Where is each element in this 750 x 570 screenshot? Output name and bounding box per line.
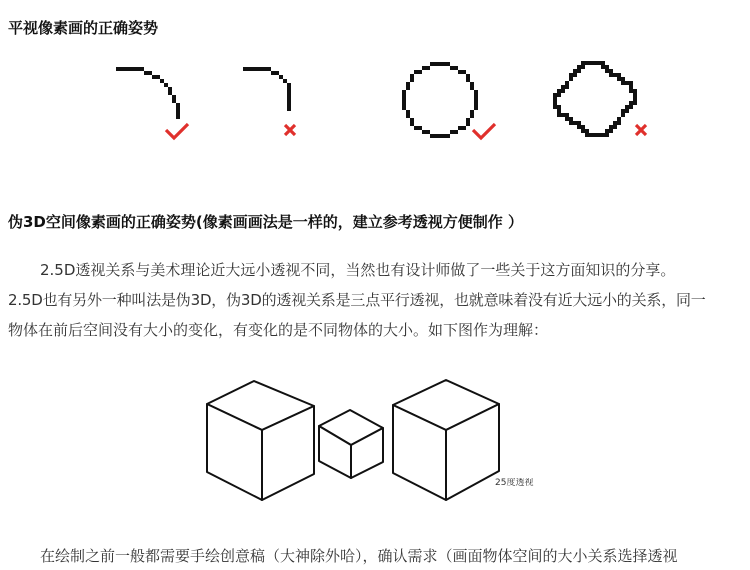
pixel [609,129,613,133]
pixel [418,126,422,130]
pixel [176,111,180,115]
pixel [633,97,637,101]
pixel [633,93,637,97]
pixel [474,90,478,94]
pixel [597,61,601,65]
pixel [160,79,164,83]
pixel [577,121,581,125]
pixel [470,114,474,118]
check-icon [473,124,495,138]
pixel [422,130,426,134]
pixel [442,134,446,138]
pixel [136,67,140,71]
pixel [613,121,617,125]
pixel [593,61,597,65]
pixel [609,69,613,73]
pixel [573,73,577,77]
pixel [430,62,434,66]
pixel [450,130,454,134]
pixel [287,91,291,95]
pixel [243,67,247,71]
pixel [402,98,406,102]
pixel [573,69,577,73]
pixel [565,85,569,89]
pixel [287,83,291,87]
pixel [470,110,474,114]
pixel [152,75,156,79]
cross-icon [636,125,646,135]
pixel [553,97,557,101]
pixel [605,65,609,69]
pixel [414,70,418,74]
pixel [557,113,561,117]
pixel [617,73,621,77]
pixel [605,133,609,137]
cube-small-middle [319,410,383,478]
pixel [458,70,462,74]
pixel [406,110,410,114]
pixel [454,66,458,70]
pixel [124,67,128,71]
pixel [438,134,442,138]
pixel [625,81,629,85]
pixel [116,67,120,71]
pixel [581,65,585,69]
pixel [164,83,168,87]
pixel-arc-correct [116,67,180,119]
pixel-arc-wrong [243,67,291,111]
pixel [474,102,478,106]
pixel [450,66,454,70]
pixel [442,62,446,66]
pixel-circle-wrong [553,61,637,137]
pixel [247,67,251,71]
pixel [172,99,176,103]
cube-large-right [393,380,499,500]
pixel [553,105,557,109]
pixel [156,75,160,79]
pixel [287,95,291,99]
pixel [557,89,561,93]
pixel [621,109,625,113]
pixel [553,101,557,105]
pixel [426,66,430,70]
pixel [569,73,573,77]
pixel [613,73,617,77]
pixel [176,107,180,111]
pixel [422,66,426,70]
pixel [466,118,470,122]
pixel [255,67,259,71]
check-icon [166,124,188,138]
pixel [581,129,585,133]
pixel [621,113,625,117]
pixel [470,82,474,86]
pixel [565,81,569,85]
pixel [629,85,633,89]
pixel [287,87,291,91]
cross-icon [285,125,295,135]
pixel [633,89,637,93]
pixel [609,125,613,129]
pixel [557,93,561,97]
pixel [279,75,283,79]
pixel [585,129,589,133]
pixel [410,118,414,122]
pixel [605,129,609,133]
pixel [629,101,633,105]
pixel [263,67,267,71]
pixel [581,125,585,129]
pixel [593,133,597,137]
pixel [418,70,422,74]
pixel [585,133,589,137]
pixel [553,93,557,97]
pixel [454,130,458,134]
pixel [561,113,565,117]
pixel [434,134,438,138]
pixel [569,121,573,125]
pixel [410,78,414,82]
pixel [176,115,180,119]
pixel [601,133,605,137]
pixel [267,67,271,71]
pixel [621,77,625,81]
pixel [462,70,466,74]
pixel [251,67,255,71]
pixel [617,121,621,125]
pixel [402,106,406,110]
pixel [168,91,172,95]
pixel [625,105,629,109]
pixel [565,113,569,117]
pixel [581,61,585,65]
pixel [283,79,287,83]
pixel [474,106,478,110]
pixel [446,62,450,66]
paragraph-line: 物体在前后空间没有大小的变化，有变化的是不同物体的大小。如下图作为理解： [8,321,549,339]
pixel [275,71,279,75]
pixel [144,71,148,75]
pixel [426,130,430,134]
pixel [629,105,633,109]
pixel [569,117,573,121]
pixel [561,89,565,93]
pixel [557,105,561,109]
figure-caption: 25度透视 [495,478,534,488]
pixel [466,122,470,126]
pixel [458,126,462,130]
pixel [617,77,621,81]
pixel [462,126,466,130]
pixel [597,133,601,137]
pixel [557,109,561,113]
pixel [569,77,573,81]
paragraph-line: 2.5D也有另外一种叫法是伪3D，伪3D的透视关系是三点平行透视，也就意味着没有近大远小的关系，同一 [8,291,706,309]
pixel [438,62,442,66]
pixel [625,109,629,113]
pixel [410,74,414,78]
pixel [474,94,478,98]
cube-large-left [207,381,314,500]
pixel [271,71,275,75]
pixel [577,125,581,129]
pixel [629,89,633,93]
pixel [601,65,605,69]
pixel [609,73,613,77]
pixel [589,61,593,65]
pixel [410,122,414,126]
pixel [402,90,406,94]
pixel [287,103,291,107]
pixel [605,69,609,73]
pixel [434,62,438,66]
pixel [406,86,410,90]
pixel [120,67,124,71]
pixel [633,101,637,105]
pixel [259,67,263,71]
pixel [148,71,152,75]
pixel [140,67,144,71]
pixel [466,78,470,82]
pixel [470,86,474,90]
pixel [402,94,406,98]
pixel [573,121,577,125]
pixel [585,61,589,65]
section-title-flat: 平视像素画的正确姿势 [8,19,159,37]
pixel [474,98,478,102]
pixel [577,69,581,73]
next-paragraph-line: 在绘制之前一般都需要手绘创意稿（大神除外哈），确认需求（画面物体空间的大小关系选择透视 [40,547,678,565]
pixel [561,85,565,89]
pixel [589,133,593,137]
pixel [565,117,569,121]
pixel [601,61,605,65]
pixel [168,87,172,91]
pixel [172,95,176,99]
pixel [446,134,450,138]
pixel [621,81,625,85]
pixel [617,117,621,121]
pixel [629,81,633,85]
pixel [430,134,434,138]
pixel [402,102,406,106]
pixel [406,114,410,118]
pixel [466,74,470,78]
pixel [132,67,136,71]
section-title-pseudo3d: 伪3D空间像素画的正确姿势(像素画画法是一样的，建立参考透视方便制作 ） [8,213,523,231]
pixel [414,126,418,130]
paragraph-line: 2.5D透视关系与美术理论近大远小透视不同，当然也有设计师做了一些关于这方面知识的分享。 [40,261,676,279]
pixel-circle-correct [402,62,478,138]
pixel [287,107,291,111]
pixel [176,103,180,107]
pixel [406,82,410,86]
pixel [128,67,132,71]
pixel [287,99,291,103]
pixel [613,125,617,129]
pixel [577,65,581,69]
